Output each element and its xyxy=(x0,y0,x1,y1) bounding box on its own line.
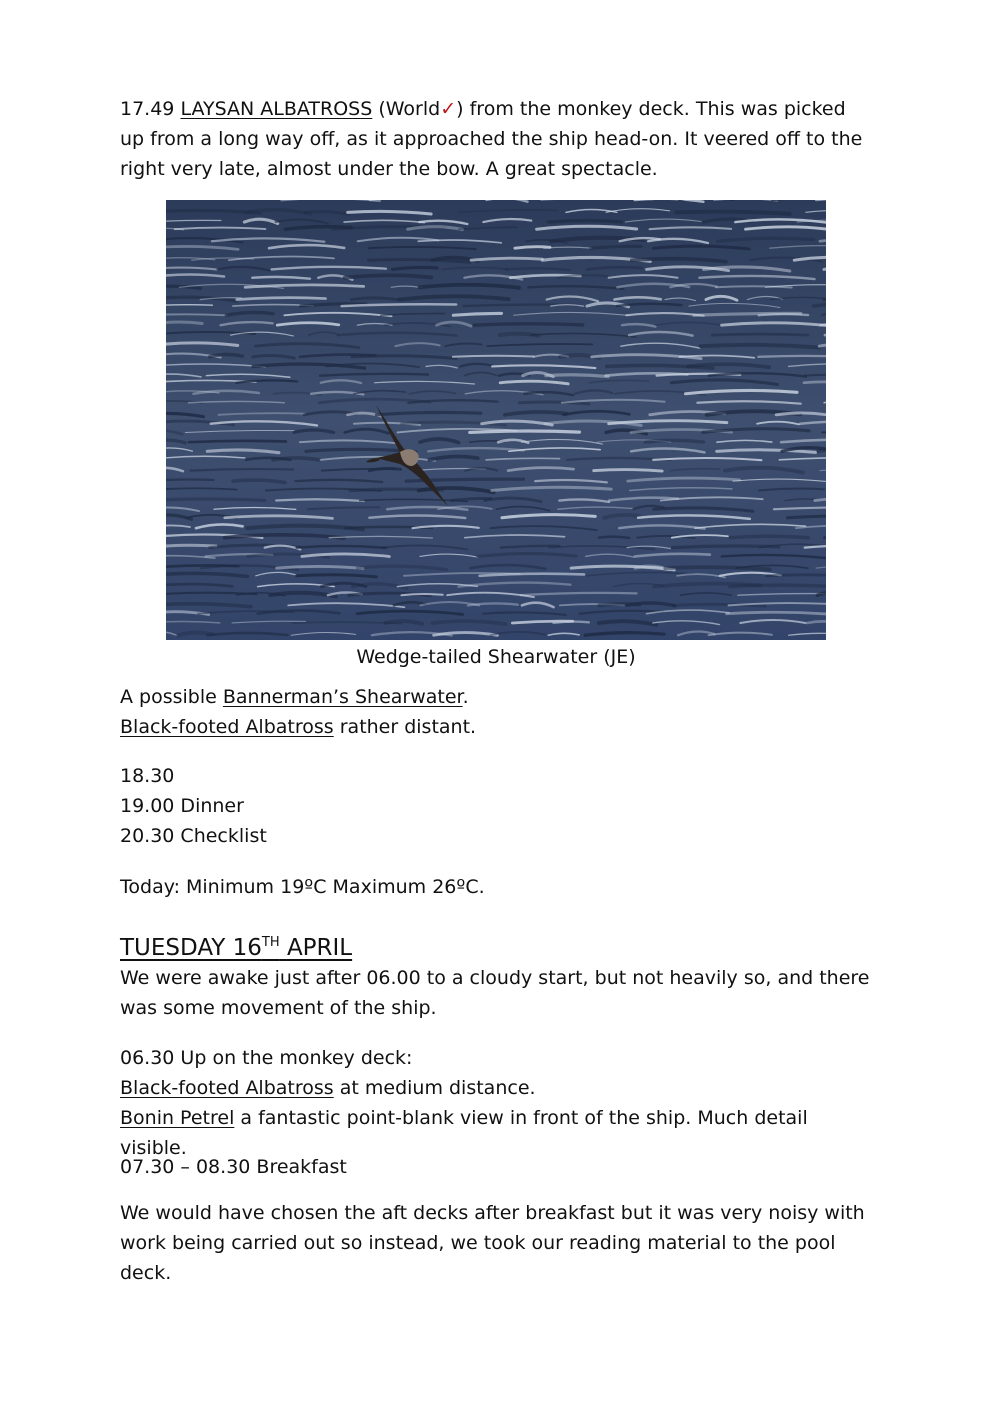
species-laysan-albatross: LAYSAN ALBATROSS xyxy=(180,98,373,120)
world-label: (World xyxy=(378,98,441,120)
p3-line1: We were awake just after 06.00 to a cloudy start, but not heavily so, and there xyxy=(120,967,870,989)
heading-date: TUESDAY 16 xyxy=(120,935,262,961)
schedule-item: 20.30 Checklist xyxy=(120,825,267,847)
p1-line2: up from a long way off, as it approached the ship head-on. It veered off to the xyxy=(120,128,863,150)
aft-deck-paragraph xyxy=(120,1198,880,1288)
schedule-list xyxy=(120,761,880,851)
p5-line1: We would have chosen the aft decks after breakfast but it was very noisy with xyxy=(120,1202,865,1224)
schedule-item: 18.30 xyxy=(120,765,175,787)
heading-ordinal: TH xyxy=(261,935,280,950)
medium-distance-note: at medium distance. xyxy=(339,1077,536,1099)
sightings-paragraph xyxy=(120,682,880,742)
line1-rest: from the monkey deck. This was picked xyxy=(469,98,846,120)
monkey-deck-paragraph xyxy=(120,1043,880,1163)
breakfast-line: 07.30 – 08.30 Breakfast xyxy=(120,1156,347,1178)
tick-icon: ✓ xyxy=(440,98,457,120)
bonin-petrel-note: a fantastic point-blank view in front of the ship. Much detail visible. xyxy=(120,1107,808,1159)
species-black-footed-albatross: Black-footed Albatross xyxy=(120,716,334,738)
p5-line2: work being carried out so instead, we took our reading material to the pool deck. xyxy=(120,1232,836,1284)
period: . xyxy=(462,686,469,708)
distance-note: rather distant. xyxy=(339,716,477,738)
schedule-item: 19.00 Dinner xyxy=(120,795,244,817)
laysan-albatross-paragraph xyxy=(120,94,880,184)
paren-close: ) xyxy=(456,98,464,120)
heading-month: APRIL xyxy=(286,935,353,961)
p1-line3: right very late, almost under the bow. A great spectacle. xyxy=(120,158,658,180)
species-bonin-petrel: Bonin Petrel xyxy=(120,1107,235,1129)
shearwater-photo xyxy=(166,200,826,640)
species-black-footed-albatross: Black-footed Albatross xyxy=(120,1077,334,1099)
species-bannermans-shearwater: Bannerman’s Shearwater xyxy=(222,686,463,708)
p3-line2: was some movement of the ship. xyxy=(120,997,437,1019)
day-heading xyxy=(120,926,352,965)
wake-paragraph xyxy=(120,963,880,1023)
monkey-deck-intro: 06.30 Up on the monkey deck: xyxy=(120,1047,413,1069)
temperature-line: Today: Minimum 19ºC Maximum 26ºC. xyxy=(120,876,485,898)
time-1749: 17.49 xyxy=(120,98,175,120)
possible-prefix: A possible xyxy=(120,686,217,708)
photo-caption: Wedge-tailed Shearwater (JE) xyxy=(356,646,636,668)
